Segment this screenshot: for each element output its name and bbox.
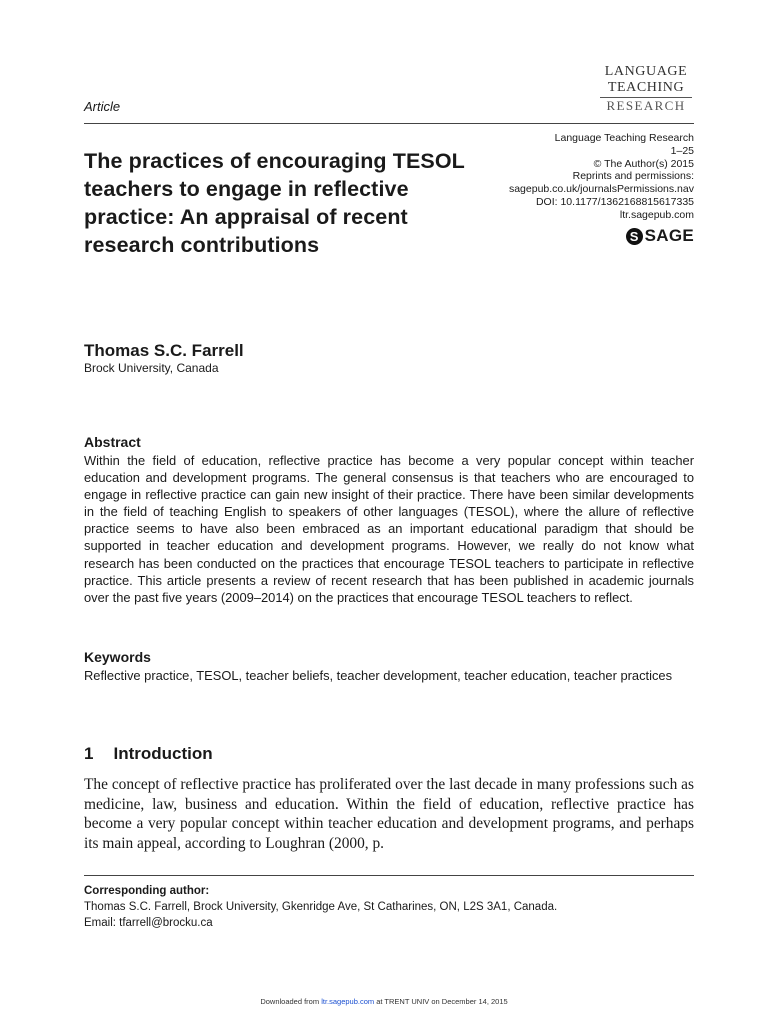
corresponding-author-email[interactable]: Email: tfarrell@brocku.ca: [84, 917, 213, 929]
download-notice: [0, 997, 768, 1006]
publication-metadata: [454, 132, 694, 222]
keywords-text: Reflective practice, TESOL, teacher beliefs, teacher development, teacher education, teacher practices: [84, 668, 673, 683]
author-affiliation: Brock University, Canada: [84, 361, 219, 375]
reprints-label: Reprints and permissions:: [572, 170, 694, 183]
section-title: Introduction: [113, 744, 213, 763]
footnote-divider: [84, 875, 694, 876]
sage-logo: [626, 226, 694, 246]
download-prefix: Downloaded from: [260, 997, 322, 1006]
corresponding-author-address: Thomas S.C. Farrell, Brock University, Gkenridge Ave, St Catharines, ON, L2S 3A1, Canada.: [84, 901, 558, 913]
page-range: 1–25: [670, 144, 694, 157]
author-name: Thomas S.C. Farrell: [84, 341, 244, 360]
article-title: The practices of encouraging TESOL teachers to engage in reflective practice: An appraisal of recent research contributions: [84, 149, 465, 257]
download-suffix: at TRENT UNIV on December 14, 2015: [374, 997, 508, 1006]
journal-logo-line-3: RESEARCH: [606, 98, 686, 113]
abstract-heading: Abstract: [84, 434, 141, 450]
keywords-heading: Keywords: [84, 649, 151, 665]
section-number: 1: [84, 744, 94, 763]
journal-site-link[interactable]: ltr.sagepub.com: [619, 208, 694, 221]
abstract-text: Within the field of education, reflective practice has become a very popular concept within teacher education and development programs. The general consensus is that teachers who are encouraged to engage in reflective practice can gain new insight of their practice. There have been similar developments in the field of teaching English to speakers of other languages (TESOL), where the allure of reflective practice seems to have also been embraced as an important educational paradigm that should be supported in teacher education and development programs. However, we really do not know what research has been conducted on the practices that encourage TESOL teachers to participate in reflective practice. This article presents a review of recent research that has been published in academic journals over the past five years (2009–2014) on the practices that encourage TESOL teachers to reflect.: [84, 453, 694, 605]
journal-logo-line-1: LANGUAGE: [604, 64, 688, 79]
introduction-text: The concept of reflective practice has proliferated over the last decade in many professions such as medicine, law, business and education. Within the field of education, reflective practice has become a very popular concept within teacher education and development programs, and perhaps its main appeal, according to Loughran (2000, p.: [84, 776, 694, 852]
copyright-notice: © The Author(s) 2015: [593, 157, 694, 170]
permissions-link[interactable]: sagepub.co.uk/journalsPermissions.nav: [508, 183, 694, 196]
download-source-link[interactable]: ltr.sagepub.com: [321, 997, 375, 1006]
doi[interactable]: DOI: 10.1177/1362168815617335: [535, 195, 694, 208]
journal-logo: [600, 64, 692, 114]
article-type-label: Article: [84, 99, 121, 114]
header-divider: [84, 123, 694, 124]
corresponding-author-heading: Corresponding author:: [84, 885, 210, 897]
section-heading-introduction: [84, 744, 213, 764]
journal-name: Language Teaching Research: [554, 132, 694, 144]
sage-logo-icon: S: [626, 228, 643, 245]
sage-logo-text: SAGE: [644, 226, 694, 245]
journal-logo-line-2: TEACHING: [600, 80, 692, 98]
